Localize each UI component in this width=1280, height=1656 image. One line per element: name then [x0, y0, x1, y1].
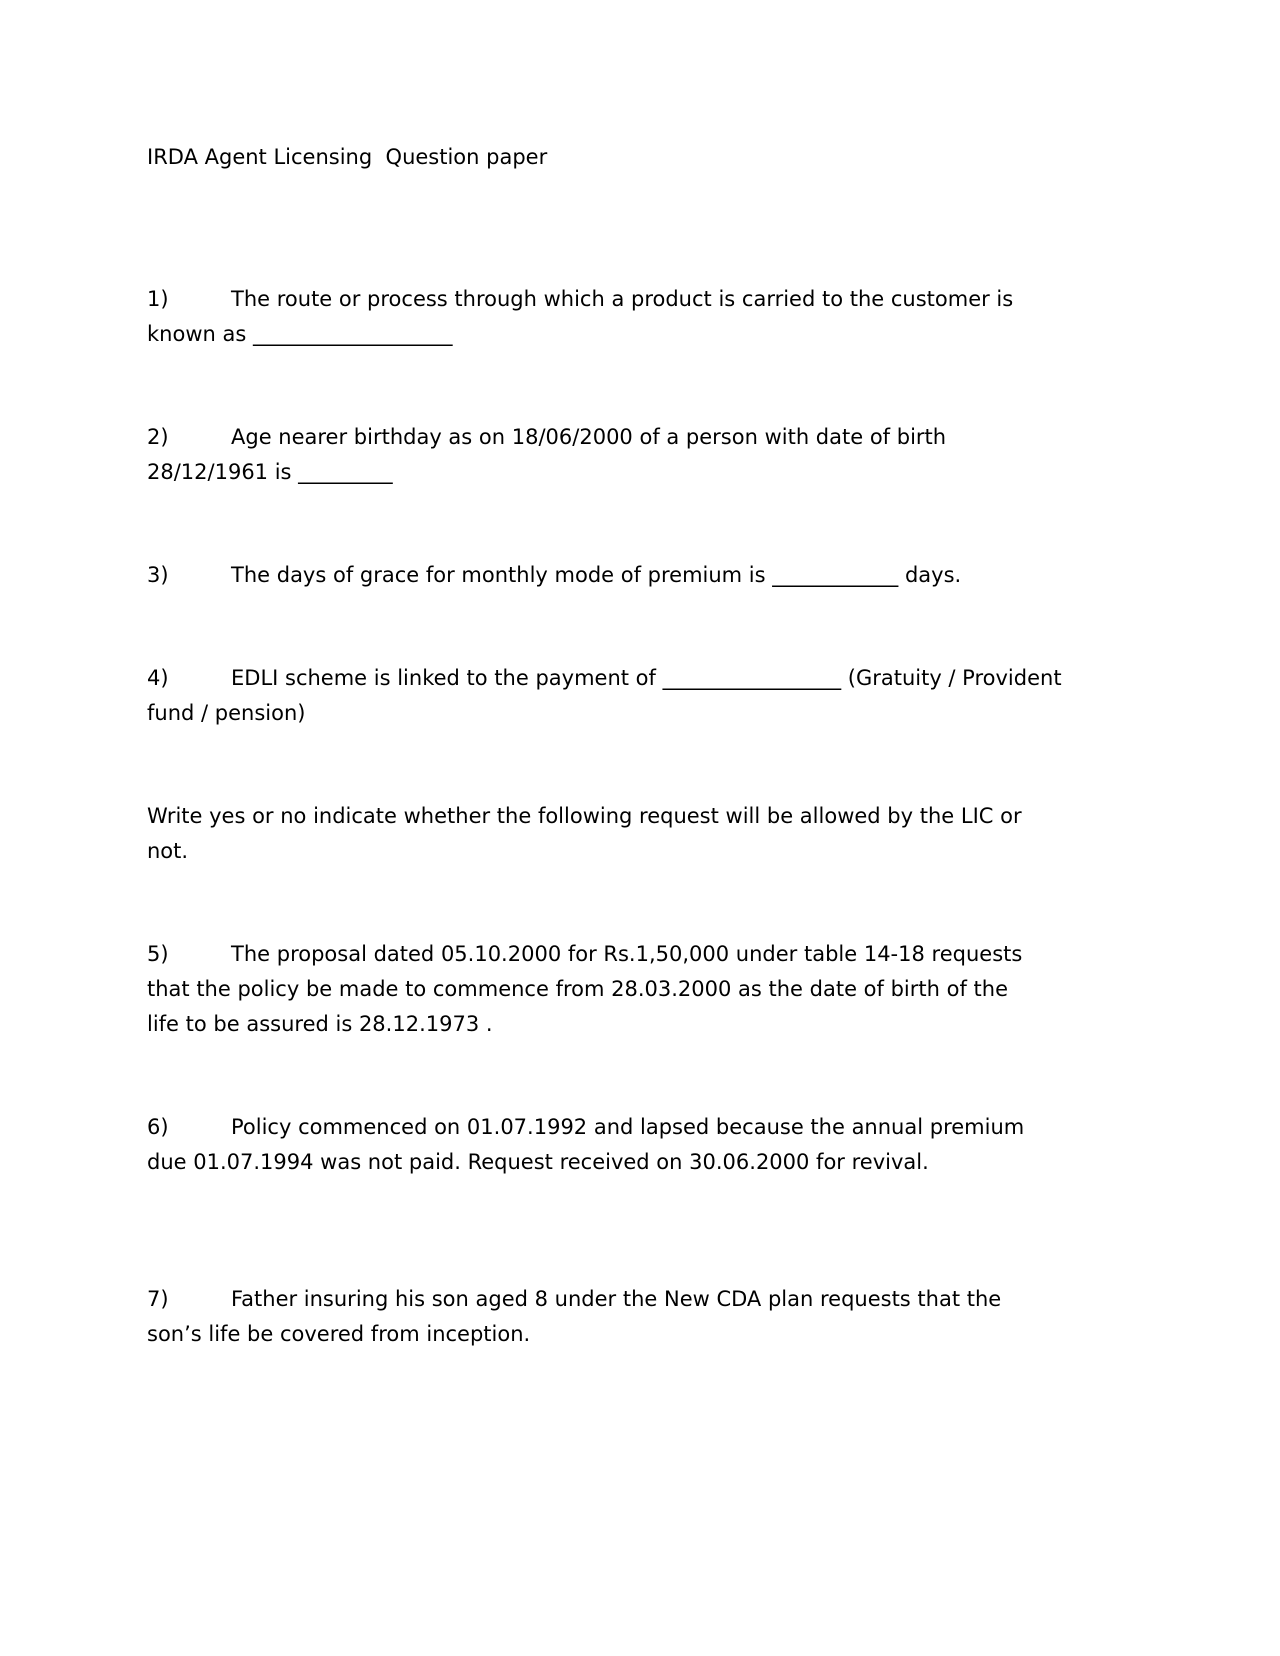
- question-6: [147, 1110, 1137, 1180]
- question-3: [147, 558, 1137, 593]
- question-4-line-2: fund / pension): [147, 701, 306, 725]
- question-2-line-1: [147, 420, 1137, 455]
- question-5-number: 5): [147, 942, 169, 966]
- question-3-line-1: [147, 558, 1137, 593]
- question-4-line-1: [147, 661, 1137, 696]
- question-5-line-1: [147, 937, 1137, 972]
- question-5-text: The proposal dated 05.10.2000 for Rs.1,50,000 under table 14-18 requests: [231, 942, 1023, 966]
- question-6-line-2: due 01.07.1994 was not paid. Request received on 30.06.2000 for revival.: [147, 1150, 929, 1174]
- question-2-number: 2): [147, 425, 169, 449]
- instruction-line-2: not.: [147, 839, 189, 863]
- question-7: [147, 1282, 1137, 1352]
- question-6-number: 6): [147, 1115, 169, 1139]
- question-1-text: The route or process through which a product is carried to the customer is: [231, 287, 1014, 311]
- question-3-text: The days of grace for monthly mode of premium is ____________ days.: [231, 563, 962, 587]
- question-5-line-3: life to be assured is 28.12.1973 .: [147, 1012, 493, 1036]
- page-title: IRDA Agent Licensing Question paper: [147, 145, 548, 169]
- instruction-line-1: Write yes or no indicate whether the following request will be allowed by the LIC or: [147, 804, 1022, 828]
- question-4-text: EDLI scheme is linked to the payment of _________________ (Gratuity / Provident: [231, 666, 1062, 690]
- question-1: [147, 282, 1137, 352]
- question-2-line-2: 28/12/1961 is _________: [147, 460, 393, 484]
- question-3-number: 3): [147, 563, 169, 587]
- question-1-line-2: known as ___________________: [147, 322, 453, 346]
- page-title-block: [147, 140, 1137, 175]
- question-7-line-1: [147, 1282, 1137, 1317]
- question-7-text: Father insuring his son aged 8 under the New CDA plan requests that the: [231, 1287, 1002, 1311]
- question-4-number: 4): [147, 666, 169, 690]
- instruction-block: [147, 799, 1137, 869]
- question-5-line-2: that the policy be made to commence from 28.03.2000 as the date of birth of the: [147, 977, 1008, 1001]
- question-6-text: Policy commenced on 01.07.1992 and lapsed because the annual premium: [231, 1115, 1025, 1139]
- document-page: [147, 140, 1137, 1352]
- question-2-text: Age nearer birthday as on 18/06/2000 of a person with date of birth: [231, 425, 947, 449]
- question-2: [147, 420, 1137, 490]
- question-5: [147, 937, 1137, 1042]
- question-7-number: 7): [147, 1287, 169, 1311]
- question-1-number: 1): [147, 287, 169, 311]
- question-4: [147, 661, 1137, 731]
- question-6-line-1: [147, 1110, 1137, 1145]
- question-7-line-2: son’s life be covered from inception.: [147, 1322, 531, 1346]
- question-1-line-1: [147, 282, 1137, 317]
